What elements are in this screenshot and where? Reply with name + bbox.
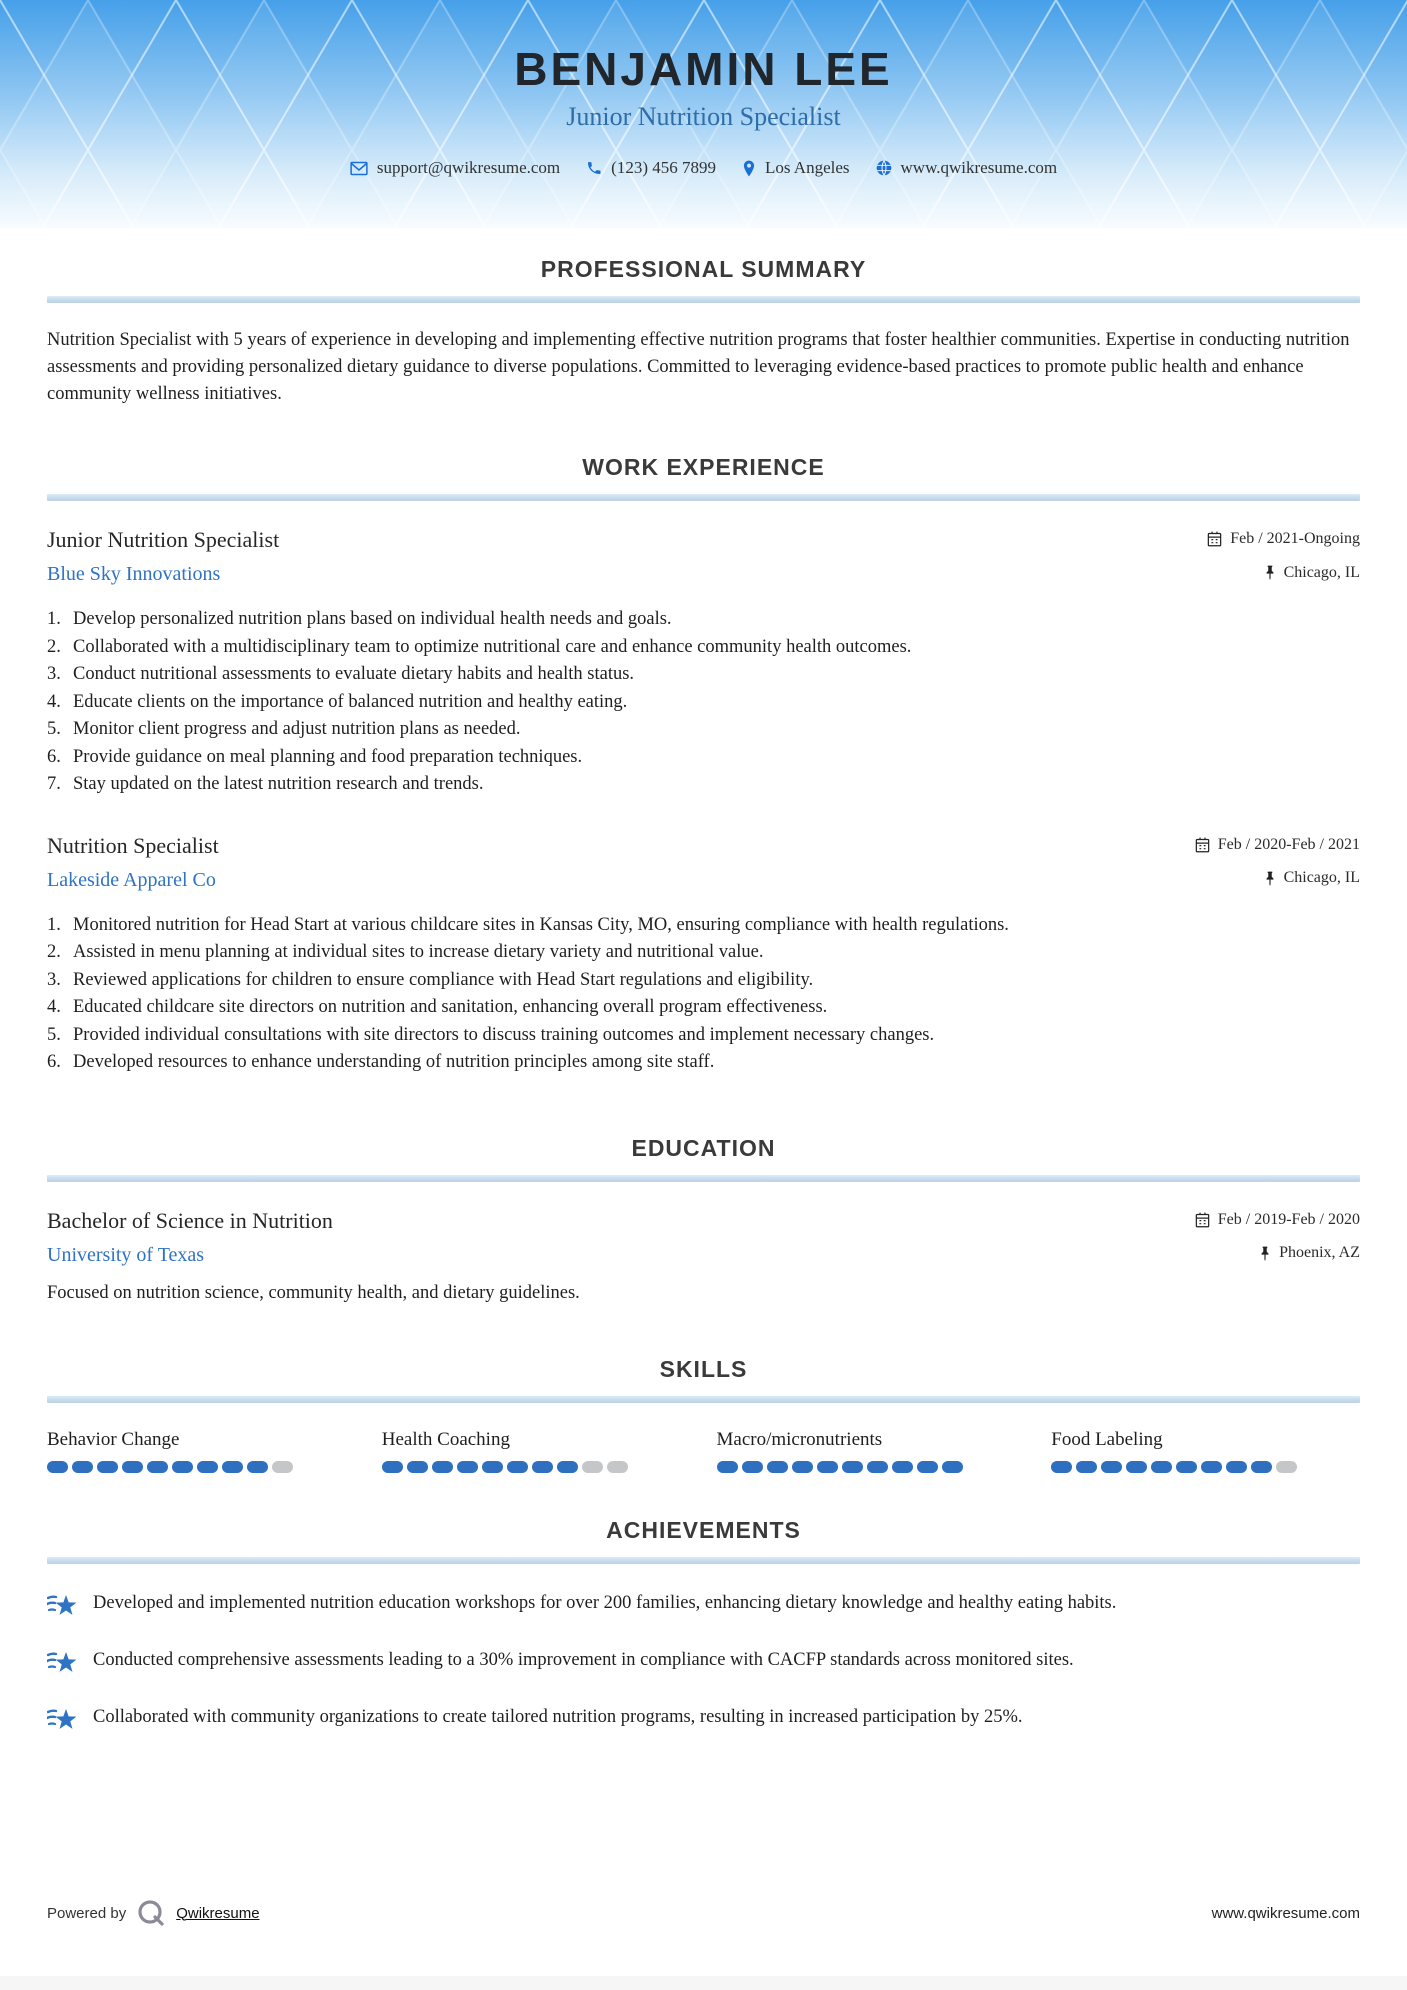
- skill-dot-filled: [557, 1461, 578, 1473]
- job-bullet: Provide guidance on meal planning and food preparation techniques.: [73, 746, 583, 767]
- skill-dot-filled: [122, 1461, 143, 1473]
- skill-dot-filled: [842, 1461, 863, 1473]
- qwikresume-brand-link[interactable]: Qwikresume: [176, 1904, 260, 1922]
- star-icon: [47, 1591, 79, 1620]
- skill-dot-filled: [457, 1461, 478, 1473]
- contact-email[interactable]: [350, 158, 560, 178]
- skill-name: Food Labeling: [1051, 1428, 1163, 1450]
- skill-dot-filled: [742, 1461, 763, 1473]
- skill-level-dots: [382, 1461, 691, 1473]
- skill-dot-filled: [147, 1461, 168, 1473]
- skills-grid: [47, 1429, 1360, 1473]
- skill-dot-filled: [1201, 1461, 1222, 1473]
- skill-dot-filled: [1151, 1461, 1172, 1473]
- qwikresume-q-icon: [136, 1898, 166, 1928]
- job-bullet: Provided individual consultations with site directors to discuss training outcomes and implement necessary changes.: [73, 1024, 935, 1045]
- education-dates: Feb / 2019-Feb / 2020: [1195, 1211, 1360, 1229]
- job-bullet: Reviewed applications for children to ensure compliance with Head Start regulations and eligibility.: [73, 969, 814, 990]
- skill-dot-filled: [407, 1461, 428, 1473]
- page-footer: [47, 1898, 1360, 1928]
- job-bullet: Monitored nutrition for Head Start at various childcare sites in Kansas City, MO, ensuring compliance with health regulations.: [73, 914, 1009, 935]
- job-location: Chicago, IL: [1264, 564, 1360, 582]
- map-pin-icon: [742, 160, 756, 177]
- star-icon: [47, 1648, 79, 1677]
- skill-dot-filled: [942, 1461, 963, 1473]
- achievements-list: [47, 1590, 1360, 1739]
- achievement-item: [47, 1590, 1360, 1625]
- education-entry: [47, 1208, 1360, 1304]
- skill-dot-filled: [532, 1461, 553, 1473]
- skill-dot-filled: [72, 1461, 93, 1473]
- resume-header: [0, 0, 1407, 228]
- job-entry: [47, 527, 1360, 799]
- job-company-link[interactable]: Blue Sky Innovations: [47, 563, 221, 585]
- achievements-divider: [47, 1557, 1360, 1564]
- skill-name: Macro/micronutrients: [716, 1428, 883, 1450]
- calendar-icon: [1195, 837, 1210, 853]
- job-bullet-list: [47, 606, 1360, 799]
- skill-item: [47, 1429, 356, 1473]
- skill-level-dots: [1051, 1461, 1360, 1473]
- skill-dot-filled: [1051, 1461, 1072, 1473]
- contact-location-text: Los Angeles: [764, 158, 850, 177]
- contact-location: [742, 158, 850, 178]
- skill-dot-filled: [867, 1461, 888, 1473]
- skill-dot-empty: [272, 1461, 293, 1473]
- job-bullet: Developed resources to enhance understanding of nutrition principles among site staff.: [73, 1052, 715, 1072]
- education-heading: EDUCATION: [631, 1134, 776, 1161]
- contact-row: [0, 158, 1407, 178]
- skill-dot-filled: [222, 1461, 243, 1473]
- skill-dot-filled: [482, 1461, 503, 1473]
- achievements-heading: ACHIEVEMENTS: [606, 1516, 801, 1543]
- job-entry: [47, 833, 1360, 1077]
- achievement-text: Developed and implemented nutrition education workshops for over 200 families, enhancing dietary knowledge and healthy eating habits.: [93, 1592, 1117, 1613]
- skill-dot-filled: [1176, 1461, 1197, 1473]
- job-bullet: Stay updated on the latest nutrition research and trends.: [73, 774, 484, 794]
- experience-heading: WORK EXPERIENCE: [582, 454, 825, 480]
- skill-dot-filled: [507, 1461, 528, 1473]
- education-divider: [47, 1175, 1360, 1182]
- page-bottom-strip: [0, 1976, 1407, 1990]
- achievement-star-icon: [47, 1705, 79, 1739]
- job-bullet-list: [47, 912, 1360, 1077]
- skill-dot-filled: [917, 1461, 938, 1473]
- job-bullet: Conduct nutritional assessments to evaluate dietary habits and health status.: [73, 664, 635, 684]
- skill-dot-filled: [172, 1461, 193, 1473]
- skills-divider: [47, 1396, 1360, 1403]
- envelope-icon: [350, 161, 368, 176]
- job-bullet: Develop personalized nutrition plans based on individual health needs and goals.: [73, 609, 672, 629]
- footer-website[interactable]: www.qwikresume.com: [1211, 1904, 1360, 1922]
- phone-icon: [586, 160, 602, 176]
- skill-dot-empty: [607, 1461, 628, 1473]
- education-location: Phoenix, AZ: [1259, 1244, 1360, 1262]
- pushpin-icon: [1264, 871, 1276, 886]
- globe-icon: [876, 160, 892, 176]
- summary-heading: PROFESSIONAL SUMMARY: [540, 256, 867, 282]
- skill-dot-filled: [792, 1461, 813, 1473]
- skill-level-dots: [47, 1461, 356, 1473]
- skill-level-dots: [717, 1461, 1026, 1473]
- skill-dot-filled: [767, 1461, 788, 1473]
- candidate-name: BENJAMIN LEE: [514, 43, 893, 95]
- education-degree: Bachelor of Science in Nutrition: [47, 1207, 333, 1233]
- skill-dot-filled: [197, 1461, 218, 1473]
- skill-dot-filled: [1251, 1461, 1272, 1473]
- education-school-link[interactable]: University of Texas: [47, 1243, 205, 1266]
- achievement-item: [47, 1647, 1360, 1682]
- skill-dot-filled: [892, 1461, 913, 1473]
- calendar-icon: [1195, 1212, 1210, 1228]
- job-bullet: Collaborated with a multidisciplinary team to optimize nutritional care and enhance community health outcomes.: [73, 636, 912, 657]
- job-company-link[interactable]: Lakeside Apparel Co: [47, 868, 216, 891]
- pushpin-icon: [1259, 1246, 1271, 1261]
- contact-email-text: support@qwikresume.com: [376, 158, 561, 177]
- skill-dot-filled: [1076, 1461, 1097, 1473]
- skill-dot-filled: [47, 1461, 68, 1473]
- contact-phone: [586, 158, 716, 178]
- job-title: Junior Nutrition Specialist: [47, 527, 280, 552]
- summary-text: Nutrition Specialist with 5 years of experience in developing and implementing effective nutrition programs that foster healthier communities. Expertise in conducting nutrition assessments and providing personalized dietary guidance to diverse populations. Committed to leveraging evidence-based practices to promote public health and enhance community wellness initiatives.: [47, 330, 1350, 404]
- skill-dot-filled: [1101, 1461, 1122, 1473]
- skill-dot-filled: [717, 1461, 738, 1473]
- skill-item: [382, 1429, 691, 1473]
- achievement-text: Collaborated with community organizations to create tailored nutrition programs, resulting in increased participation by 25%.: [93, 1706, 1023, 1727]
- experience-divider: [47, 494, 1360, 501]
- job-bullet: Educated childcare site directors on nutrition and sanitation, enhancing overall program effectiveness.: [73, 997, 828, 1017]
- skill-dot-filled: [817, 1461, 838, 1473]
- job-title: Nutrition Specialist: [47, 832, 219, 858]
- star-icon: [47, 1705, 79, 1734]
- candidate-title: Junior Nutrition Specialist: [566, 102, 841, 131]
- job-bullet: Assisted in menu planning at individual sites to increase dietary variety and nutritional value.: [73, 942, 764, 962]
- skill-name: Behavior Change: [47, 1428, 180, 1450]
- skill-dot-filled: [97, 1461, 118, 1473]
- contact-website-text: www.qwikresume.com: [900, 158, 1058, 177]
- skill-dot-filled: [1126, 1461, 1147, 1473]
- achievement-star-icon: [47, 1648, 79, 1682]
- skill-name: Health Coaching: [381, 1428, 510, 1450]
- skill-dot-filled: [382, 1461, 403, 1473]
- job-bullet: Monitor client progress and adjust nutrition plans as needed.: [73, 719, 521, 739]
- job-dates: Feb / 2021-Ongoing: [1207, 530, 1360, 548]
- skill-item: [1051, 1429, 1360, 1473]
- skill-item: [717, 1429, 1026, 1473]
- skill-dot-filled: [432, 1461, 453, 1473]
- skills-heading: SKILLS: [659, 1355, 748, 1382]
- powered-by-label: Powered by: [47, 1904, 127, 1922]
- skill-dot-empty: [1276, 1461, 1297, 1473]
- skill-dot-empty: [582, 1461, 603, 1473]
- calendar-icon: [1207, 531, 1222, 547]
- education-description: Focused on nutrition science, community health, and dietary guidelines.: [47, 1282, 580, 1303]
- pushpin-icon: [1264, 565, 1276, 580]
- contact-website[interactable]: [876, 158, 1058, 178]
- contact-phone-text: (123) 456 7899: [611, 158, 716, 177]
- job-bullet: Educate clients on the importance of balanced nutrition and healthy eating.: [73, 691, 628, 712]
- achievement-text: Conducted comprehensive assessments leading to a 30% improvement in compliance with CACFP standards across monitored sites.: [93, 1649, 1074, 1670]
- skill-dot-filled: [1226, 1461, 1247, 1473]
- skill-dot-filled: [247, 1461, 268, 1473]
- achievement-star-icon: [47, 1591, 79, 1625]
- summary-divider: [47, 296, 1360, 303]
- achievement-item: [47, 1704, 1360, 1739]
- job-location: Chicago, IL: [1264, 869, 1360, 887]
- job-dates: Feb / 2020-Feb / 2021: [1195, 836, 1360, 854]
